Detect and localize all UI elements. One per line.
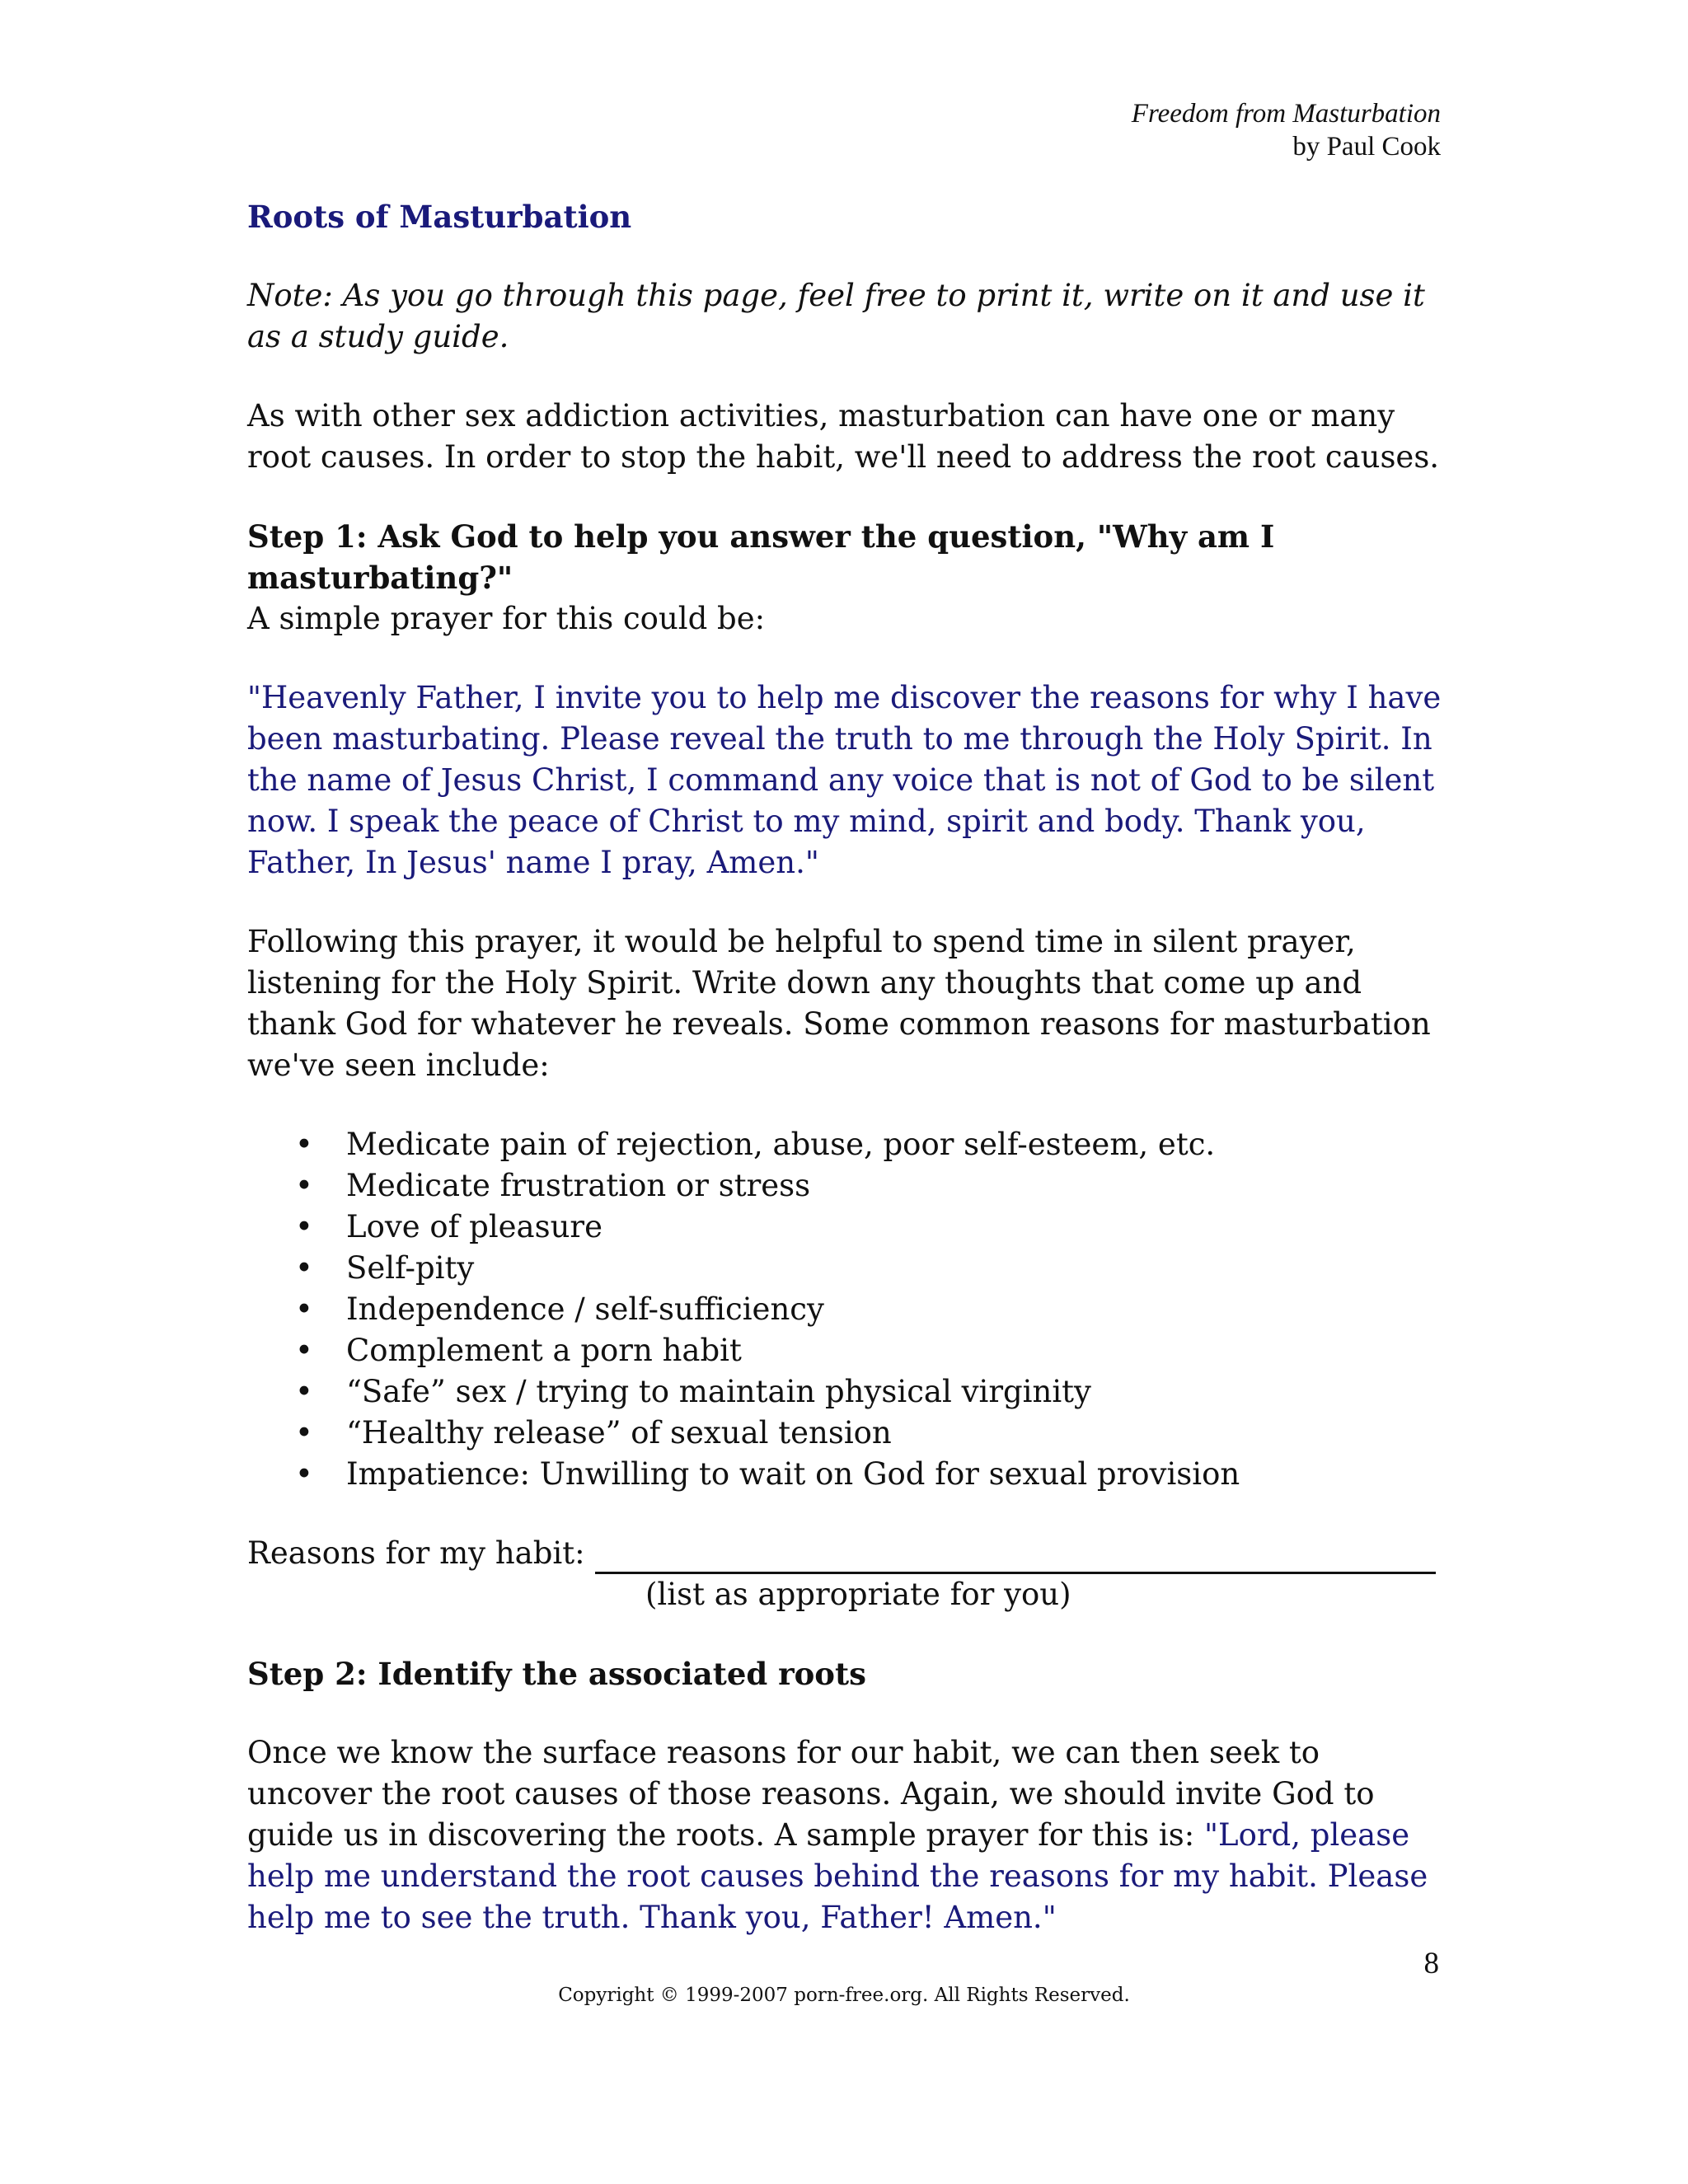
reason-text: Impatience: Unwilling to wait on God for sexual provision	[346, 1456, 1240, 1492]
reason-text: Complement a porn habit	[346, 1333, 742, 1368]
step1-heading: Step 1: Ask God to help you answer the question, "Why am I masturbating?"	[247, 518, 1275, 596]
list-item	[247, 1207, 1451, 1248]
step2-heading: Step 2: Identify the associated roots	[247, 1656, 866, 1692]
header-book-title: Freedom from Masturbation	[1131, 99, 1441, 129]
step1-prayer: "Heavenly Father, I invite you to help me discover the reasons for why I have been masturbating. Please reveal the truth to me through the Holy Spirit. In the name of Jesus Christ, I command any voice that is not of God to be silent now. I speak the peace of Christ to my mind, spirit and body. Thank you, Father, In Jesus' name I pray, Amen."	[247, 680, 1442, 880]
page-title: Roots of Masturbation	[247, 199, 632, 235]
bullet-icon: •	[295, 1291, 313, 1327]
reasons-hint: (list as appropriate for you)	[645, 1577, 1071, 1612]
step2-body	[247, 1732, 1451, 1938]
intro-paragraph: As with other sex addiction activities, masturbation can have one or many root causes. In order to stop the habit, we'll need to address the root causes.	[247, 398, 1440, 475]
reason-text: “Healthy release” of sexual tension	[346, 1415, 892, 1451]
reason-text: Self-pity	[346, 1250, 475, 1286]
study-note: Note: As you go through this page, feel free to print it, write on it and use it as a study guide.	[247, 278, 1425, 354]
step2-prayer: "Lord, please help me understand the root causes behind the reasons for my habit. Please help me to see the truth. Thank you, Father! Amen."	[247, 1817, 1428, 1935]
bullet-icon: •	[295, 1250, 313, 1286]
reason-text: “Safe” sex / trying to maintain physical virginity	[346, 1374, 1091, 1409]
list-item	[247, 1289, 1451, 1330]
page-body	[247, 196, 1451, 1938]
bullet-icon: •	[295, 1333, 313, 1368]
bullet-icon: •	[295, 1168, 313, 1203]
bullet-icon: •	[295, 1209, 313, 1244]
step1-following: Following this prayer, it would be helpful to spend time in silent prayer, listening for the Holy Spirit. Write down any thoughts that come up and thank God for whatever he reveals. Some common reasons for masturbation we've seen include:	[247, 924, 1431, 1083]
list-item	[247, 1165, 1451, 1207]
bullet-icon: •	[295, 1374, 313, 1409]
header-author: by Paul Cook	[1292, 132, 1441, 162]
reason-text: Love of pleasure	[346, 1209, 603, 1244]
reason-text: Independence / self-sufficiency	[346, 1291, 824, 1327]
reasons-fill-in	[247, 1533, 1451, 1574]
list-item	[247, 1248, 1451, 1289]
list-item	[247, 1454, 1451, 1495]
bullet-icon: •	[295, 1456, 313, 1492]
bullet-icon: •	[295, 1127, 313, 1162]
reasons-label: Reasons for my habit:	[247, 1535, 585, 1571]
reasons-list	[247, 1124, 1451, 1495]
fill-in-line	[595, 1542, 1436, 1574]
list-item	[247, 1330, 1451, 1371]
bullet-icon: •	[295, 1415, 313, 1451]
running-header	[1132, 97, 1441, 163]
list-item	[247, 1371, 1451, 1413]
list-item	[247, 1413, 1451, 1454]
step2-body-text: Once we know the surface reasons for our habit, we can then seek to uncover the root causes of those reasons. Again, we should invite God to guide us in discovering the roots. A sample prayer for this is:	[247, 1735, 1375, 1853]
reason-text: Medicate frustration or stress	[346, 1168, 811, 1203]
reason-text: Medicate pain of rejection, abuse, poor self-esteem, etc.	[346, 1127, 1216, 1162]
copyright-footer: Copyright © 1999-2007 porn-free.org. All Rights Reserved.	[558, 1985, 1130, 2006]
list-item	[247, 1124, 1451, 1165]
step1-lead: A simple prayer for this could be:	[247, 601, 766, 636]
page-number: 8	[1423, 1947, 1439, 1980]
